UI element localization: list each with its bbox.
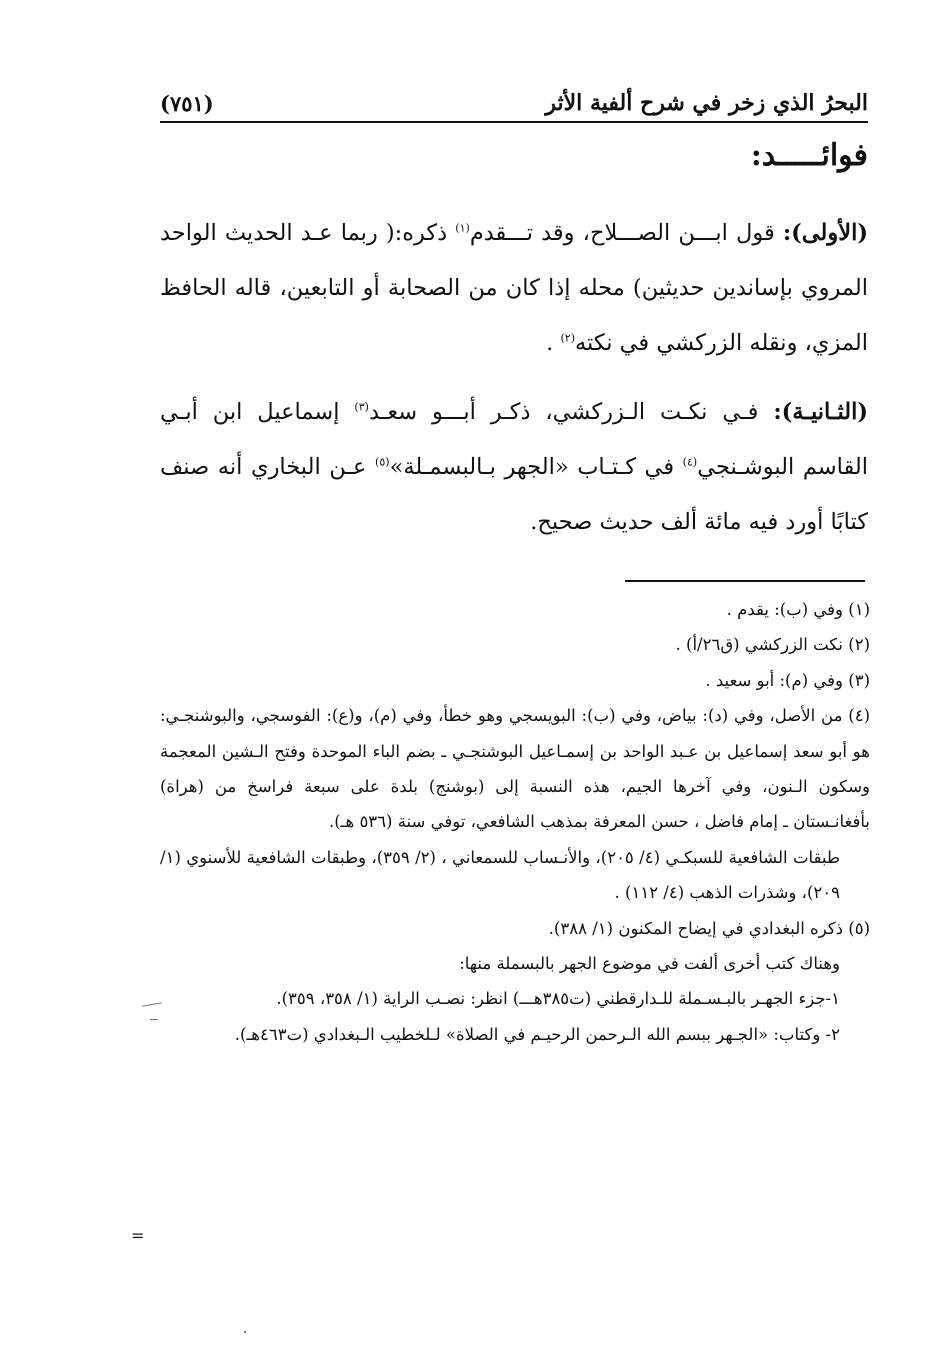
- paragraph-text: عـن البخاري أنه صنف كتابًا أورد فيه مائة ألف حديث صحيح.: [160, 454, 868, 535]
- paragraph-text: فـي نكـت الـزركشي، ذكـر أبـــو سعـد: [368, 399, 774, 425]
- section-heading: فوائـــــد:: [750, 138, 868, 173]
- header-rule: [160, 121, 868, 123]
- running-header: [160, 78, 868, 116]
- main-text: [160, 206, 868, 564]
- footnote: (٣) وفي (م): أبو سعيد .: [705, 670, 870, 690]
- footnote-ref: (٤): [682, 455, 698, 469]
- paragraph-first: [160, 206, 868, 371]
- paragraph-second: [160, 385, 868, 550]
- paragraph-text: إسماعيل ابن أبـي القاسم البوشـنجي: [160, 399, 868, 480]
- paragraph-text: في كـتـاب «الجهر بـالبسمـلة»: [389, 454, 683, 480]
- footnote-continuation: ٢- وكتاب: «الجـهر ببسم الله الـرحمن الرحيـم في الصلاة» لـلخطيب الـبغدادي (ت٤٦٣هـ).: [234, 1024, 840, 1044]
- continuation-marker: =: [131, 1226, 145, 1245]
- footnote-continuation: ١-جزء الجهـر بالبـسـملة للـدارقطني (ت٣٨٥هـــ) انظر: نصـب الراية (١/ ٣٥٨، ٣٥٩).: [276, 989, 840, 1009]
- scan-speck: [244, 1331, 246, 1333]
- footnote-continuation: طبقات الشافعية للسبكـي (٤/ ٢٠٥)، والأنـساب للسمعاني ، (٢/ ٣٥٩)، وطبقات الشافعية للأسنوي (١/ ٢٠٩)، وشذرات الذهب (٤/ ١١٢) .: [160, 847, 840, 903]
- scan-speck: [150, 1019, 158, 1020]
- footnote: (١) وفي (ب): يقدم .: [726, 600, 870, 619]
- paragraph-text: .: [546, 330, 561, 356]
- footnote-ref: (١): [455, 221, 470, 235]
- paragraph-text: ذكره:( ربما عـد الحديث الواحد المروي بإساندين حديثين) محله إذا كان من الصحابة أو التابعين، قاله الحافظ المزي، ونقله الزركشي في نكته: [160, 220, 868, 356]
- paragraph-lead: (الثـانيـة):: [773, 399, 868, 425]
- footnotes: [160, 592, 870, 1052]
- paragraph-text: قول ابـــن الصـــلاح، وقد تـــقدم: [469, 220, 783, 246]
- page-number: (٧٥١): [160, 91, 214, 116]
- paragraph-lead: (الأولى):: [782, 220, 868, 246]
- footnote-ref: (٢): [560, 331, 575, 345]
- footnote-separator: [625, 580, 865, 582]
- footnote: (٢) نكت الزركشي (ق٢٦/أ) .: [675, 635, 870, 655]
- scan-speck: [142, 1002, 162, 1006]
- footnote-ref: (٣): [354, 400, 369, 414]
- footnote-continuation: وهناك كتب أخرى ألفت في موضوع الجهر بالبسملة منها:: [459, 954, 840, 974]
- footnote: (٤) من الأصل، وفي (د): بياض، وفي (ب): البويسجي وهو خطأ، وفي (م)، و(ع): الفوسجي، والبوشنجـي: هو أبو سعد إسماعيل بن عـبد الواحد بن إسمـاعيل البوشنجـي ـ بضم الباء الموحدة وفتح الـشين المعجمة وسكون الـنون، وفي آخرها الجيم، هذه النسبة إلى (بوشنج) بلدة على سبعة فراسخ من (هراة) بأفغانـستان ـ إمام فاضل ، حسن المعرفة بمذهب الشافعي، توفي سنة (٥٣٦ هـ).: [160, 706, 870, 832]
- footnote-ref: (٥): [375, 455, 390, 469]
- footnote: (٥) ذكره البغدادي في إيضاح المكنون (١/ ٣٨٨).: [548, 918, 870, 938]
- book-title: البحرُ الذي زخر في شرح ألفية الأثر: [545, 90, 868, 116]
